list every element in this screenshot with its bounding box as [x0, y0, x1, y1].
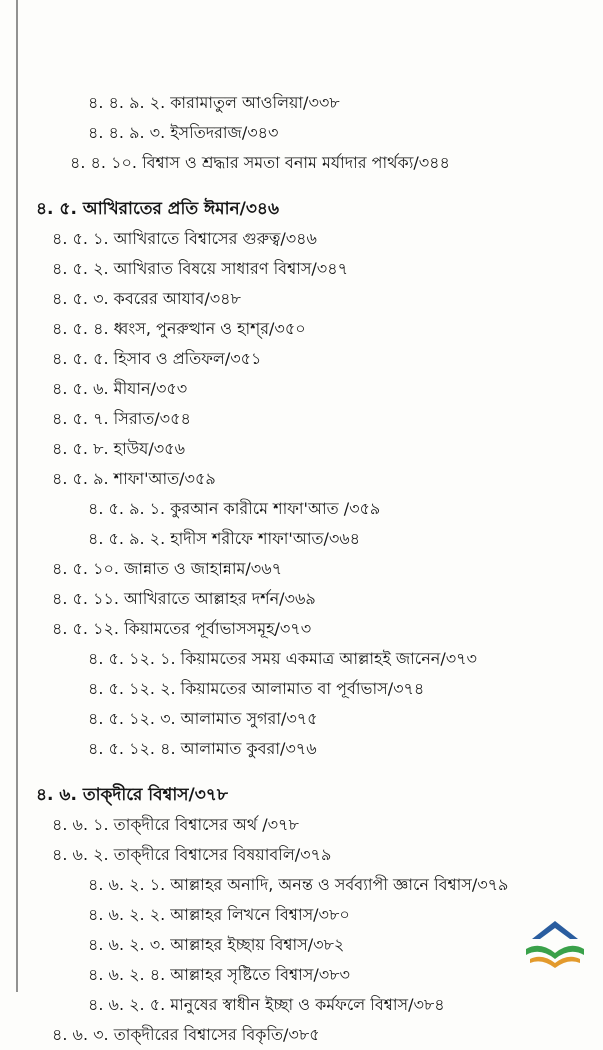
table-of-contents	[0, 88, 603, 1050]
toc-entry: ৪. ৫. ৭. সিরাত/৩৫৪	[52, 409, 191, 428]
logo-roof	[532, 921, 578, 939]
toc-entry: ৪. ৫. ২. আখিরাত বিষয়ে সাধারণ বিশ্বাস/৩৪৭	[52, 259, 348, 278]
toc-entry: ৪. ৫. ৪. ধ্বংস, পুনরুত্থান ও হাশ্‌র/৩৫০	[52, 319, 306, 338]
toc-entry: ৪. ৬. ৩. তাক্‌দীরের বিশ্বাসের বিকৃতি/৩৮৫	[52, 1025, 320, 1044]
toc-entry: ৪. ৫. ৯. ১. কুরআন কারীমে শাফা'আত /৩৫৯	[88, 499, 381, 518]
toc-entry: ৪. ৫. ১. আখিরাতে বিশ্বাসের গুরুত্ব/৩৪৬	[52, 229, 317, 248]
toc-entry: ৪. ৫. ১২. ৪. আলামাত কুবরা/৩৭৬	[88, 739, 317, 758]
toc-entry: ৪. ৫. ৩. কবরের আযাব/৩৪৮	[52, 289, 241, 308]
toc-entry: ৪. ৫. ১২. ৩. আলামাত সুগরা/৩৭৫	[88, 709, 318, 728]
toc-entry: ৪. ৬. ২. ৪. আল্লাহর সৃষ্টিতে বিশ্বাস/৩৮৩	[88, 965, 350, 984]
toc-entry: ৪. ৬. ২. ২. আল্লাহর লিখনে বিশ্বাস/৩৮০	[88, 905, 350, 924]
toc-section-heading: ৪. ৬. তাক্‌দীরে বিশ্বাস/৩৭৮	[36, 785, 228, 805]
toc-entry: ৪. ৪. ৯. ২. কারামাতুল আওলিয়া/৩৩৮	[88, 93, 340, 112]
toc-entry: ৪. ৫. ৯. শাফা'আত/৩৫৯	[52, 469, 216, 488]
toc-entry: ৪. ৫. ৫. হিসাব ও প্রতিফল/৩৫১	[52, 349, 262, 368]
toc-entry: ৪. ৬. ২. ১. আল্লাহর অনাদি, অনন্ত ও সর্বব্যাপী জ্ঞানে বিশ্বাস/৩৭৯	[88, 875, 509, 894]
toc-entry: ৪. ৫. ৯. ২. হাদীস শরীফে শাফা'আত/৩৬৪	[88, 529, 361, 548]
logo-book-green	[526, 946, 584, 959]
toc-entry: ৪. ৬. ২. ৩. আল্লাহর ইচ্ছায় বিশ্বাস/৩৮২	[88, 935, 345, 954]
toc-entry: ৪. ৬. ২. ৫. মানুষের স্বাধীন ইচ্ছা ও কর্মফলে বিশ্বাস/৩৮৪	[88, 995, 445, 1014]
toc-entry: ৪. ৫. ৬. মীযান/৩৫৩	[52, 379, 188, 398]
toc-entry: ৪. ৫. ১২. ১. কিয়ামতের সময় একমাত্র আল্লাহই জানেন/৩৭৩	[88, 649, 477, 668]
toc-entry: ৪. ৫. ১২. কিয়ামতের পূর্বাভাসসমূহ/৩৭৩	[52, 619, 312, 638]
publisher-logo-icon	[520, 915, 590, 971]
toc-entry: ৪. ৫. ৮. হাউয/৩৫৬	[52, 439, 185, 458]
toc-entry: ৪. ৫. ১২. ২. কিয়ামতের আলামাত বা পূর্বাভাস/৩৭৪	[88, 679, 425, 698]
toc-entry: ৪. ৬. ২. তাক্‌দীরে বিশ্বাসের বিষয়াবলি/৩৭৯	[52, 845, 332, 864]
toc-section-heading: ৪. ৫. আখিরাতের প্রতি ঈমান/৩৪৬	[36, 199, 279, 219]
toc-entry: ৪. ৫. ১০. জান্নাত ও জাহান্নাম/৩৬৭	[52, 559, 283, 578]
toc-entry: ৪. ৪. ৯. ৩. ইসতিদরাজ/৩৪৩	[88, 123, 279, 142]
toc-entry: ৪. ৪. ১০. বিশ্বাস ও শ্রদ্ধার সমতা বনাম মর্যাদার পার্থক্য/৩৪৪	[70, 153, 450, 172]
toc-entry: ৪. ৬. ১. তাক্‌দীরে বিশ্বাসের অর্থ /৩৭৮	[52, 815, 299, 834]
toc-entry: ৪. ৫. ১১. আখিরাতে আল্লাহর দর্শন/৩৬৯	[52, 589, 316, 608]
